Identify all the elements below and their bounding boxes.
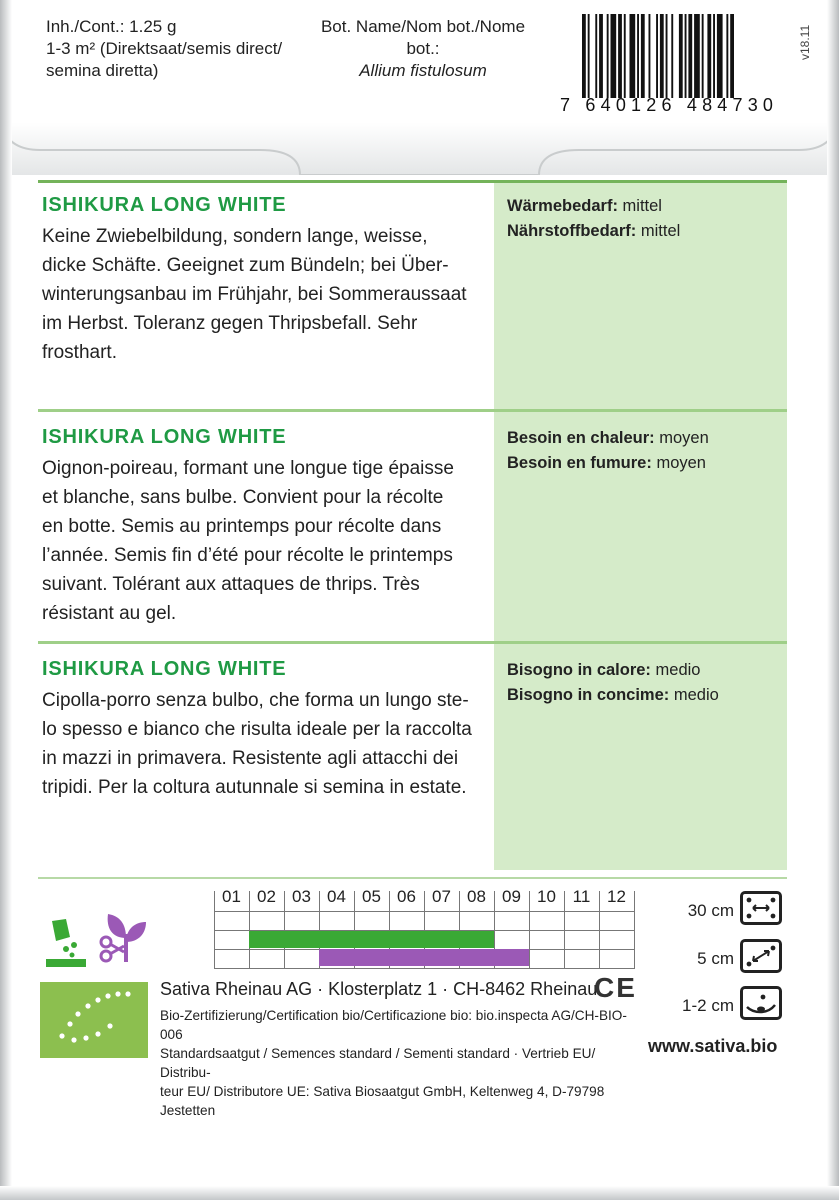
heat-need-value: medio xyxy=(655,661,701,679)
botanical-label: Bot. Name/Nom bot./Nome bot.: xyxy=(320,17,526,58)
calendar-month-label: 05 xyxy=(362,887,381,906)
calendar-row-line xyxy=(214,968,634,969)
distribution-line: teur EU/ Distributore UE: Sativa Biosaatgut GmbH, Keltenweg 4, D-79798 Jestetten xyxy=(160,1084,605,1118)
barcode-bar xyxy=(660,14,664,98)
heat-need-label: Wärmebedarf: xyxy=(507,197,618,215)
description-line: résistant au gel. xyxy=(42,603,177,624)
bottom-rule xyxy=(38,877,787,879)
description-line: in mazzi in primavera. Resistente agli attacchi dei xyxy=(42,748,459,769)
eu-organic-logo xyxy=(40,982,148,1058)
barcode-bar xyxy=(599,14,603,98)
description-line: suivant. Tolérant aux attaques de thrips. Très xyxy=(42,574,420,595)
cultivation-needs xyxy=(507,194,680,244)
variety-description xyxy=(42,454,482,628)
nutrient-need-label: Besoin en fumure: xyxy=(507,454,652,472)
variety-title: ISHIKURA LONG WHITE xyxy=(42,194,287,216)
description-line: Cipolla-porro senza bulbo, che forma un lungo ste- xyxy=(42,690,469,711)
barcode-bar xyxy=(685,14,687,98)
calendar-month-label: 10 xyxy=(537,887,556,906)
version-code: v18.11 xyxy=(798,24,812,60)
row-distance-label: 30 cm xyxy=(687,901,734,920)
barcode-bar xyxy=(713,14,715,98)
contents-info xyxy=(46,16,282,82)
calendar-row-line xyxy=(214,911,634,912)
harvest-period-bar xyxy=(319,949,529,966)
section-italian xyxy=(38,644,787,870)
nutrient-need-value: medio xyxy=(673,686,719,704)
calendar-month-label: 11 xyxy=(572,887,591,906)
plant-distance-label: 5 cm xyxy=(697,949,734,968)
cultivation-needs xyxy=(507,658,719,708)
calendar-month-label: 04 xyxy=(327,887,346,906)
calendar-month-label: 06 xyxy=(397,887,416,906)
website-link[interactable]: www.sativa.bio xyxy=(648,1036,778,1056)
calendar-month-label: 09 xyxy=(502,887,521,906)
description-line: frosthart. xyxy=(42,342,117,363)
variety-title: ISHIKURA LONG WHITE xyxy=(42,426,287,448)
contents-area: 1-3 m² (Direktsaat/semis direct/ xyxy=(46,39,283,58)
nutrient-need-label: Bisogno in concime: xyxy=(507,686,670,704)
left-edge-shade xyxy=(0,0,12,1200)
calendar-month-label: 12 xyxy=(607,887,626,906)
sowing-period-bar xyxy=(249,931,494,948)
variety-description xyxy=(42,222,482,367)
barcode-bar xyxy=(595,14,597,98)
heat-need-label: Besoin en chaleur: xyxy=(507,429,655,447)
description-line: winterungsanbau im Frühjahr, bei Sommeraussaat xyxy=(42,284,467,305)
plant-distance-icon xyxy=(740,939,782,973)
nutrient-need-value: moyen xyxy=(656,454,706,472)
company-address: Sativa Rheinau AG · Klosterplatz 1 · CH-8462 Rheinau xyxy=(160,979,598,999)
barcode-bar xyxy=(688,14,692,98)
barcode-bar xyxy=(588,14,590,98)
description-line: lo spesso e bianco che risulta ideale per la raccolta xyxy=(42,719,472,740)
heat-need-value: mittel xyxy=(622,197,662,215)
barcode-bar xyxy=(726,14,728,98)
heat-need xyxy=(507,426,709,451)
barcode-bar xyxy=(582,14,586,98)
barcode-bar xyxy=(730,14,734,98)
nutrient-need xyxy=(507,683,719,708)
barcode-bar xyxy=(641,14,645,98)
eu-leaf-icon xyxy=(40,982,148,1058)
description-line: Oignon-poireau, formant une longue tige épaisse xyxy=(42,458,454,479)
botanical-info xyxy=(310,16,536,82)
right-edge-shade xyxy=(827,0,839,1200)
nutrient-need-value: mittel xyxy=(640,222,681,240)
barcode xyxy=(582,14,782,98)
description-table xyxy=(38,180,787,870)
botanical-name: Allium fistulosum xyxy=(359,61,487,80)
row-distance-icon xyxy=(740,891,782,925)
barcode-bar xyxy=(624,14,626,98)
description-line: l’année. Semis fin d’été pour récolte le printemps xyxy=(42,545,453,566)
barcode-bar xyxy=(679,14,683,98)
variety-title: ISHIKURA LONG WHITE xyxy=(42,658,287,680)
barcode-digits: 7 640126 484730 xyxy=(560,95,779,115)
barcode-bar xyxy=(707,14,711,98)
barcode-bar xyxy=(637,14,639,98)
heat-need xyxy=(507,194,680,219)
sowing-icon xyxy=(42,915,90,971)
nutrient-need xyxy=(507,219,680,244)
barcode-bar xyxy=(611,14,617,98)
barcode-bar xyxy=(666,14,668,98)
cultivation-needs xyxy=(507,426,709,476)
barcode-bar xyxy=(618,14,622,98)
barcode-bar xyxy=(649,14,651,98)
distribution-line: Standardsaatgut / Semences standard / Sementi standard · Vertrieb EU/ Distribu- xyxy=(160,1046,596,1080)
heat-need-value: moyen xyxy=(659,429,709,447)
section-french xyxy=(38,412,787,641)
contents-weight: Inh./Cont.: 1.25 g xyxy=(46,17,177,36)
calendar-month-label: 07 xyxy=(432,887,451,906)
description-line: et blanche, sans bulbe. Convient pour la récolte xyxy=(42,487,444,508)
sowing-depth-label: 1-2 cm xyxy=(682,996,734,1015)
description-line: Keine Zwiebelbildung, sondern lange, weisse, xyxy=(42,226,428,247)
description-line: tripidi. Per la coltura autunnale si semina in estate. xyxy=(42,777,467,798)
barcode-bar xyxy=(702,14,704,98)
contents-area-cont: semina diretta) xyxy=(46,61,159,80)
calendar-month-label: 02 xyxy=(257,887,276,906)
calendar-month-label: 01 xyxy=(222,887,241,906)
barcode-bar xyxy=(656,14,658,98)
nutrient-need xyxy=(507,451,709,476)
variety-description xyxy=(42,686,482,802)
barcode-bar xyxy=(607,14,609,98)
certification-info xyxy=(160,1006,640,1120)
sowing-depth-icon xyxy=(740,986,782,1020)
barcode-bar xyxy=(630,14,636,98)
bottom-edge-shade xyxy=(0,1186,839,1200)
calendar-gridline xyxy=(634,891,635,969)
barcode-bar xyxy=(671,14,673,98)
calendar-month-label: 08 xyxy=(467,887,486,906)
nutrient-need-label: Nährstoffbedarf: xyxy=(507,222,637,240)
certification-line: Bio-Zertifizierung/Certification bio/Certificazione bio: bio.inspecta AG/CH-BIO-006 xyxy=(160,1008,627,1042)
barcode-bar xyxy=(717,14,723,98)
calendar-month-label: 03 xyxy=(292,887,311,906)
heat-need-label: Bisogno in calore: xyxy=(507,661,651,679)
barcode-bar xyxy=(694,14,700,98)
description-line: im Herbst. Toleranz gegen Thripsbefall. Sehr xyxy=(42,313,418,334)
description-line: dicke Schäfte. Geeignet zum Bündeln; bei Über- xyxy=(42,255,449,276)
section-german xyxy=(38,180,787,409)
ce-mark: CE xyxy=(594,972,637,1003)
description-line: en botte. Semis au printemps pour récolte dans xyxy=(42,516,442,537)
heat-need xyxy=(507,658,719,683)
harvest-icon xyxy=(96,908,150,968)
growing-calendar xyxy=(214,887,634,969)
